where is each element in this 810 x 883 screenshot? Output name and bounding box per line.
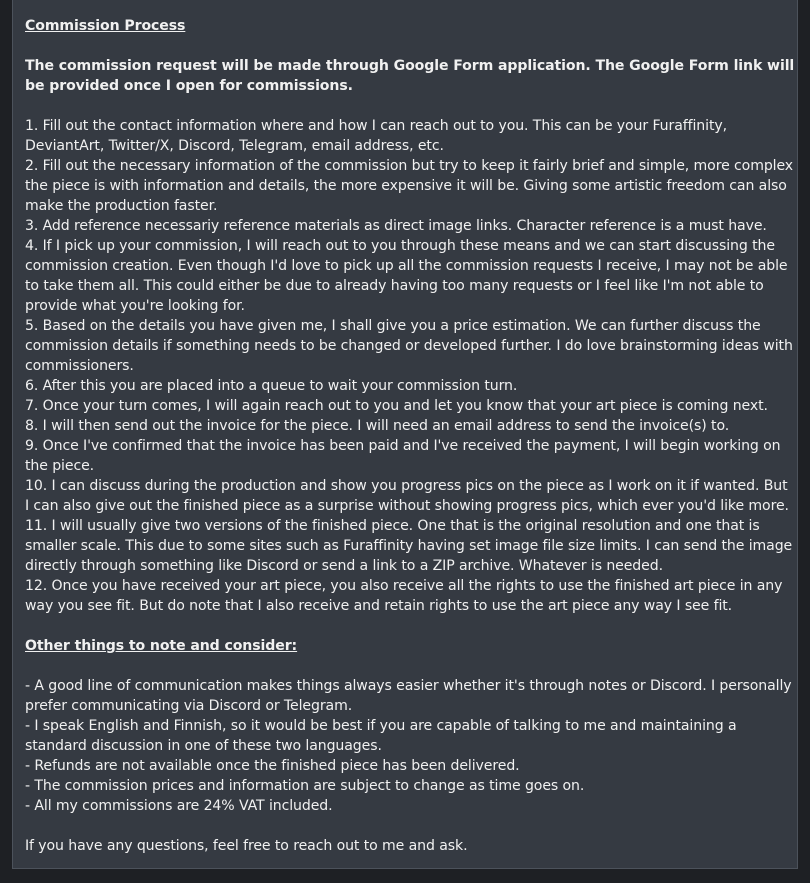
step-item: 6. After this you are placed into a queue to wait your commission turn. bbox=[25, 378, 518, 394]
step-item: 10. I can discuss during the production and show you progress pics on the piece as I work on it if wanted. But I can also give out the finished piece as a surprise without showing progress pics, which ever you'd like more. bbox=[25, 478, 789, 514]
step-item: 3. Add reference necessariy reference materials as direct image links. Character reference is a must have. bbox=[25, 218, 767, 234]
other-notes-list bbox=[25, 676, 795, 816]
step-item: 12. Once you have received your art piece, you also receive all the rights to use the finished art piece in any way you see fit. But do note that I also receive and retain rights to use the art piece any way I see fit. bbox=[25, 578, 783, 614]
step-item: 7. Once your turn comes, I will again reach out to you and let you know that your art piece is coming next. bbox=[25, 398, 768, 414]
step-item: 8. I will then send out the invoice for the piece. I will need an email address to send the invoice(s) to. bbox=[25, 418, 730, 434]
step-item: 1. Fill out the contact information where and how I can reach out to you. This can be your Furaffinity, DeviantArt, Twitter/X, Discord, Telegram, email address, etc. bbox=[25, 118, 727, 154]
note-item: - I speak English and Finnish, so it would be best if you are capable of talking to me and maintaining a standard discussion in one of these two languages. bbox=[25, 718, 737, 754]
step-item: 5. Based on the details you have given me, I shall give you a price estimation. We can further discuss the commission details if something needs to be changed or developed further. I do love brainstorming ideas with commissioners. bbox=[25, 318, 793, 374]
commission-steps-list bbox=[25, 116, 795, 616]
commission-info-panel bbox=[12, 0, 798, 869]
note-item: - Refunds are not available once the finished piece has been delivered. bbox=[25, 758, 520, 774]
step-item: 2. Fill out the necessary information of the commission but try to keep it fairly brief and simple, more complex the piece is with information and details, the more expensive it will be. Giving some artistic freedom can also make the production faster. bbox=[25, 158, 794, 214]
closing-text: If you have any questions, feel free to reach out to me and ask. bbox=[25, 838, 468, 854]
note-item: - A good line of communication makes things always easier whether it's through notes or Discord. I personally prefer communicating via Discord or Telegram. bbox=[25, 678, 792, 714]
other-notes-heading: Other things to note and consider: bbox=[25, 638, 298, 654]
step-item: 9. Once I've confirmed that the invoice has been paid and I've received the payment, I will begin working on the piece. bbox=[25, 438, 781, 474]
commission-info-content bbox=[25, 16, 795, 856]
step-item: 11. I will usually give two versions of the finished piece. One that is the original resolution and one that is smaller scale. This due to some sites such as Furaffinity having set image file size limits. I can send the image directly through something like Discord or send a link to a ZIP archive. Whatever is needed. bbox=[25, 518, 793, 574]
note-item: - The commission prices and information are subject to change as time goes on. bbox=[25, 778, 585, 794]
step-item: 4. If I pick up your commission, I will reach out to you through these means and we can start discussing the commission creation. Even though I'd love to pick up all the commission requests I receive, I may not be able to take them all. This could either be due to already having too many requests or I feel like I'm not able to provide what you're looking for. bbox=[25, 238, 788, 314]
commission-intro: The commission request will be made through Google Form application. The Google Form link will be provided once I open for commissions. bbox=[25, 58, 795, 94]
commission-process-heading: Commission Process bbox=[25, 18, 186, 34]
note-item: - All my commissions are 24% VAT included. bbox=[25, 798, 333, 814]
